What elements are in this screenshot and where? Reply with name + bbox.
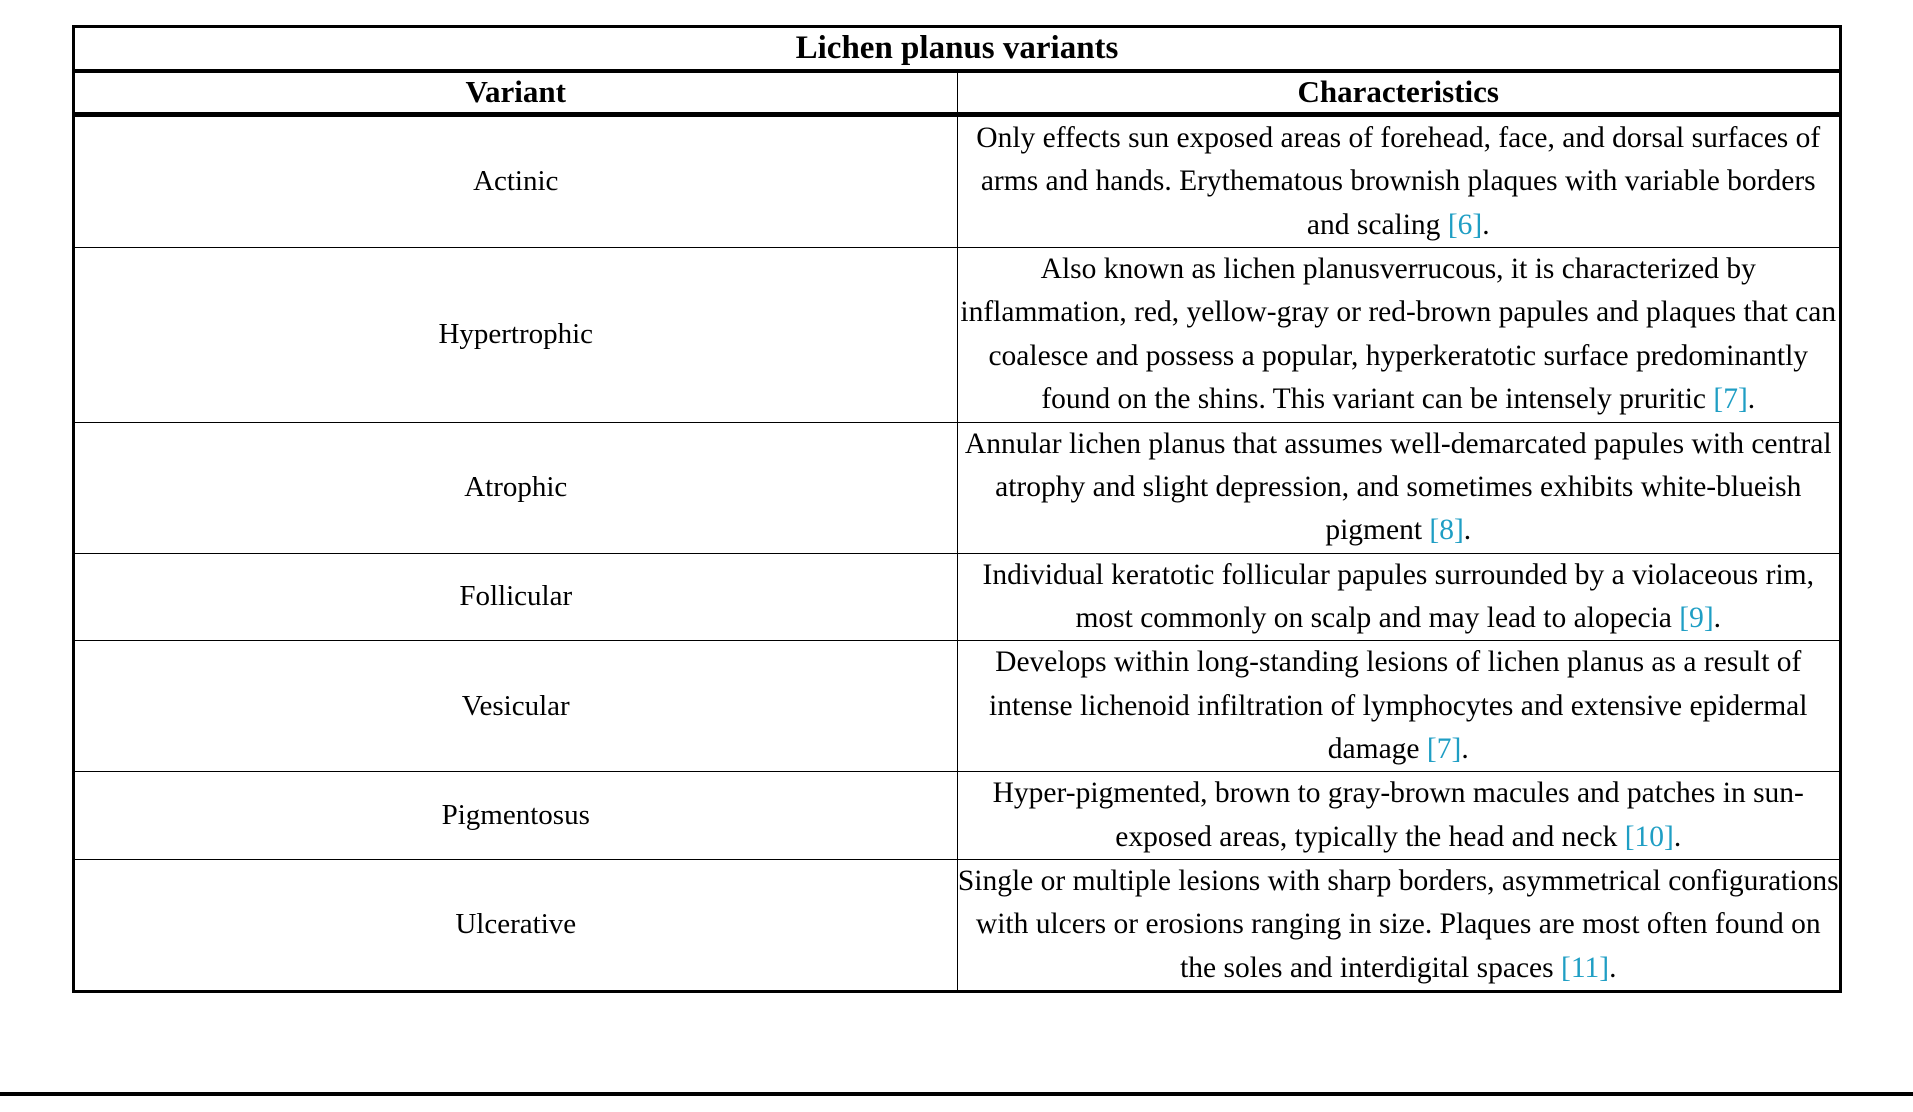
citation-link[interactable]: [8]: [1429, 514, 1464, 547]
table-title-row: [74, 27, 1841, 72]
table-row: [74, 553, 1841, 641]
table-row: [74, 860, 1841, 992]
characteristics-text: Individual keratotic follicular papules surrounded by a violaceous rim, most commonly on scalp and may lead to alopecia: [982, 558, 1814, 634]
citation-link[interactable]: [7]: [1713, 383, 1748, 416]
characteristics-text: Single or multiple lesions with sharp borders, asymmetrical configurations with ulcers or erosions ranging in size. Plaques are most often found on the soles and interdigital spaces: [957, 865, 1839, 984]
characteristics-text: Annular lichen planus that assumes well-demarcated papules with central atrophy and slight depression, and sometimes exhibits white-blueish pigment: [964, 427, 1832, 547]
characteristics-text: Only effects sun exposed areas of forehead, face, and dorsal surfaces of arms and hands. Erythematous brownish plaques with variable borders and scaling: [976, 122, 1821, 241]
citation-link[interactable]: [6]: [1447, 208, 1483, 241]
citation-link[interactable]: [9]: [1679, 601, 1714, 634]
variant-name-follicular: Follicular: [74, 553, 958, 641]
characteristics-pigmentosus: [957, 772, 1841, 860]
characteristics-tail: .: [1673, 820, 1682, 853]
table-row: [74, 641, 1841, 772]
characteristics-tail: .: [1713, 601, 1722, 634]
characteristics-text: Develops within long-standing lesions of lichen planus as a result of intense lichenoid infiltration of lymphocytes and extensive epidermal damage: [989, 646, 1808, 766]
variant-name-vesicular: Vesicular: [74, 641, 958, 772]
variant-name-ulcerative: Ulcerative: [74, 860, 958, 992]
characteristics-text: Hyper-pigmented, brown to gray-brown macules and patches in sun-exposed areas, typically the head and neck: [992, 777, 1804, 853]
citation-link[interactable]: [11]: [1561, 951, 1610, 984]
characteristics-actinic: [957, 115, 1841, 248]
table-title: Lichen planus variants: [74, 27, 1841, 72]
table-row: [74, 115, 1841, 248]
variant-name-pigmentosus: Pigmentosus: [74, 772, 958, 860]
column-header-variant: Variant: [74, 71, 958, 114]
variant-name-actinic: Actinic: [74, 115, 958, 248]
characteristics-tail: .: [1609, 951, 1617, 984]
characteristics-vesicular: [957, 641, 1841, 772]
lichen-planus-variants-table-container: [72, 25, 1842, 993]
citation-link[interactable]: [10]: [1624, 820, 1674, 853]
table-header-row: [74, 71, 1841, 114]
characteristics-tail: .: [1461, 733, 1469, 766]
column-header-characteristics: Characteristics: [957, 71, 1841, 114]
characteristics-tail: .: [1463, 514, 1472, 547]
characteristics-atrophic: [957, 422, 1841, 553]
characteristics-tail: .: [1747, 383, 1756, 416]
characteristics-tail: .: [1482, 208, 1490, 241]
citation-link[interactable]: [7]: [1426, 733, 1462, 766]
characteristics-follicular: [957, 553, 1841, 641]
characteristics-ulcerative: [957, 860, 1841, 992]
variant-name-hypertrophic: Hypertrophic: [74, 248, 958, 422]
page-bottom-rule: [0, 1092, 1913, 1096]
variant-name-atrophic: Atrophic: [74, 422, 958, 553]
lichen-planus-variants-table: [72, 25, 1842, 993]
table-row: [74, 248, 1841, 422]
table-row: [74, 422, 1841, 553]
characteristics-hypertrophic: [957, 248, 1841, 422]
table-row: [74, 772, 1841, 860]
characteristics-text: Also known as lichen planusverrucous, it is characterized by inflammation, red, yellow-gray or red-brown papules and plaques that can coalesce and possess a popular, hyperkeratotic surface predominantly found on the shins. This variant can be intensely pruritic: [960, 253, 1837, 416]
